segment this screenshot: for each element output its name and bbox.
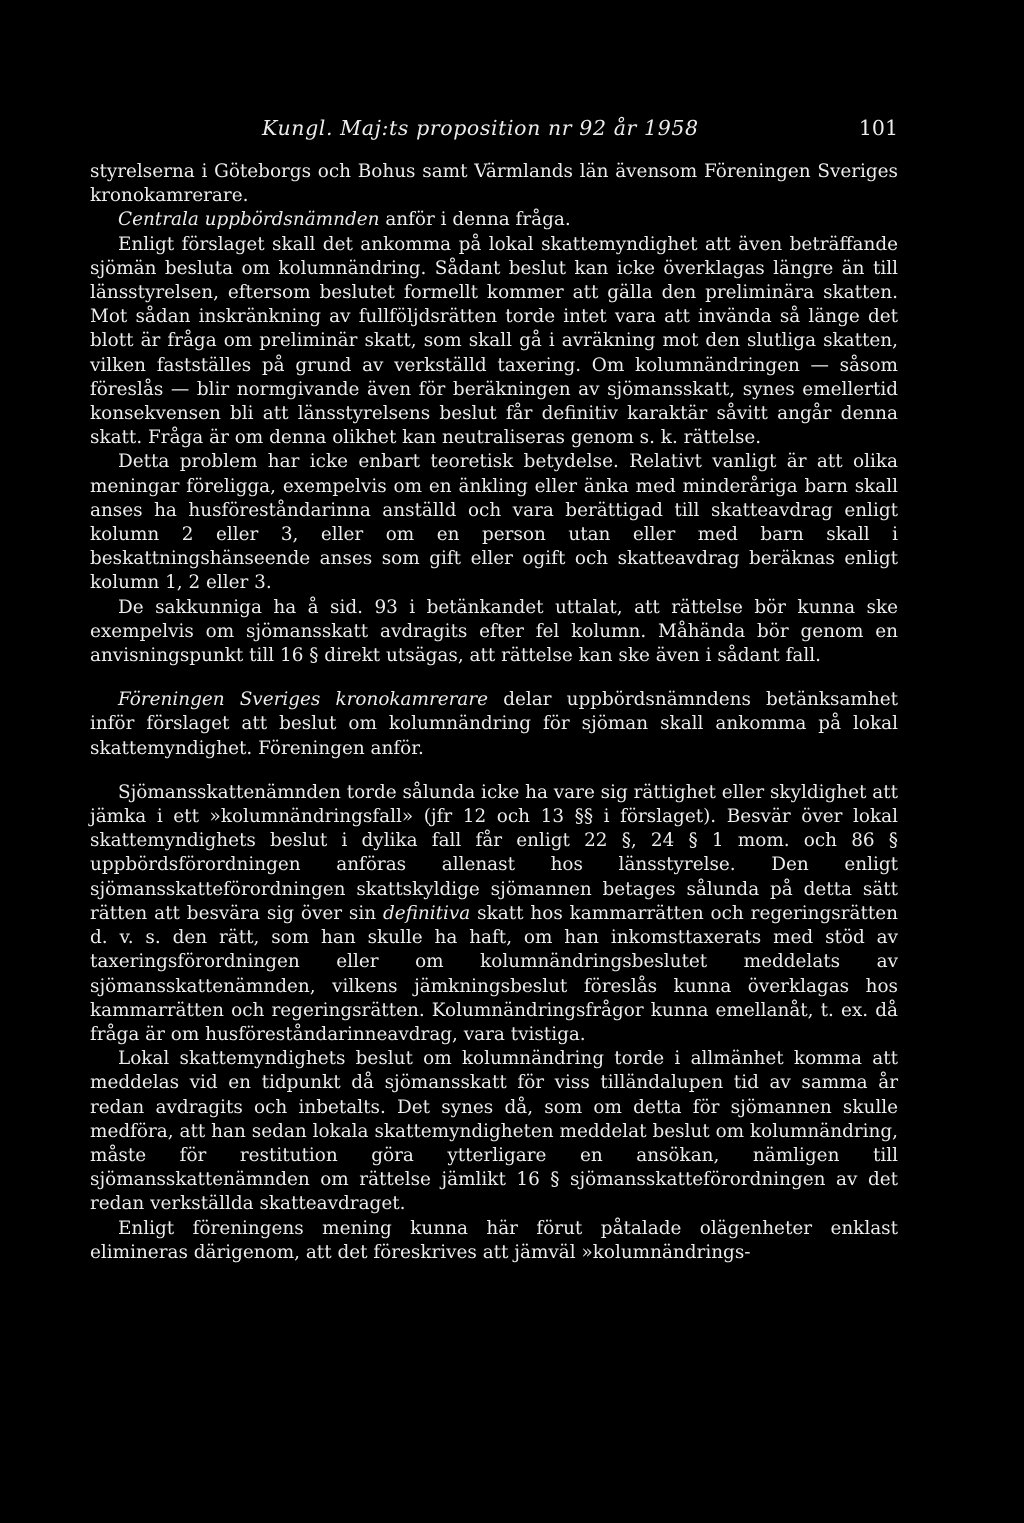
paragraph xyxy=(90,1047,898,1216)
paragraph xyxy=(90,596,898,669)
paragraph-text: delar uppbördsnämndens betänksamhet inför förslaget att beslut om kolumnändring för sjöman skall ankomma på lokal skattemyndighet. Föreningen anför. xyxy=(90,689,898,759)
paragraph-text: De sakkunniga ha å sid. 93 i betänkandet uttalat, att rättelse bör kunna ske exempelvis om sjömansskatt avdragits efter fel kolumn. Måhända bör genom en anvisningspunkt till 16 § direkt utsägas, att rättelse kan ske även i sådant fall. xyxy=(90,596,898,667)
paragraph-text: Sjömansskattenämnden torde sålunda icke ha vare sig rättighet eller skyldighet att jämka i ett »kolumnändringsfall» (jfr 12 och 13 §§ i förslaget). Besvär över lokal skattemyndighets beslut i dylika fall får enligt 22 §, 24 § 1 mom. och 86 § uppbördsförordningen anföras allenast hos länsstyrelse. Den enligt sjömansskatteförordningen skattskyldige sjömannen betages sålunda på detta sätt rätten att besvära sig över sin xyxy=(90,781,898,924)
paragraph-text: styrelserna i Göteborgs och Bohus samt Värmlands län ävensom Föreningen Sveriges kronokamrerare. xyxy=(90,161,898,207)
page-number: 101 xyxy=(858,116,898,140)
paragraph-text: Enligt förslaget skall det ankomma på lokal skattemyndighet att även beträffande sjömän besluta om kolumnändring. Sådant beslut kan icke överklagas längre än till länsstyrelsen, eftersom beslutet formellt kommer att gälla den preliminära skatten. Mot sådan inskränkning av fullföljdsrätten torde intet vara att invända så länge det blott är fråga om preliminär skatt, som skall gå i avräkning mot den slutliga skatten, vilken fastställes på grund av verkställd taxering. Om kolumnändringen — såsom föreslås — blir normgivande även för beräkningen av sjömansskatt, synes emellertid konsekvensen bli att länsstyrelsens beslut får definitiv karaktär såvitt angår denna skatt. Fråga är om denna olikhet kan neutraliseras genom s. k. rättelse. xyxy=(90,233,898,449)
running-header xyxy=(90,116,898,146)
organization-name: Centrala uppbördsnämnden xyxy=(118,209,380,231)
publication-title: Kungl. Maj:ts proposition nr 92 år 1958 xyxy=(262,116,699,140)
organization-name: Föreningen Sveriges kronokamrerare xyxy=(118,689,489,711)
document-page xyxy=(90,116,898,1265)
paragraph-text: skatt hos kammarrätten och regeringsrätten d. v. s. den rätt, som han skulle ha haft, om han inkomsttaxerats med stöd av taxeringsförordningen eller om kolumnändringsbeslutet meddelats av sjömansskattenämnden, vilkens jämkningsbeslut föreslås kunna överklagas hos kammarrätten och regeringsrätten. Kolumnändringsfrågor kunna emellanåt, t. ex. då fråga är om husföreståndarinneavdrag, vara tvistiga. xyxy=(90,902,898,1045)
paragraph xyxy=(90,233,898,451)
paragraph xyxy=(90,781,898,1047)
paragraph xyxy=(90,450,898,595)
paragraph-text: Lokal skattemyndighets beslut om kolumnändring torde i allmänhet komma att meddelas vid en tidpunkt då sjömansskatt för viss tilländalupen tid av samma år redan avdragits och inbetalts. Det synes då, som om detta för sjömannen skulle medföra, att han sedan lokala skattemyndigheten meddelat beslut om kolumnändring, måste för restitution göra ytterligare en ansökan, nämligen till sjömansskattenämnden om rättelse jämlikt 16 § sjömansskatteförordningen av det redan verkställda skatteavdraget. xyxy=(90,1048,898,1215)
paragraph xyxy=(90,160,898,208)
paragraph-text: Detta problem har icke enbart teoretisk betydelse. Relativt vanligt är att olika meningar föreligga, exempelvis om en änkling eller änka med minderåriga barn skall anses ha husföreståndarinna anställd och vara berättigad till skatteavdrag enligt kolumn 2 eller 3, eller om en person utan eller med barn skall i beskattningshänseende anses som gift eller ogift och skatteavdrag beräknas enligt kolumn 1, 2 eller 3. xyxy=(90,451,898,594)
body-text xyxy=(90,160,898,1265)
paragraph-text: anför i denna fråga. xyxy=(379,209,571,231)
paragraph xyxy=(90,208,898,232)
paragraph xyxy=(90,1217,898,1265)
emphasized-word: definitiva xyxy=(383,902,471,924)
paragraph xyxy=(90,688,898,761)
paragraph-text: Enligt föreningens mening kunna här förut påtalade olägenheter enklast elimineras därigenom, att det föreskrives att jämväl »kolumnändrings- xyxy=(90,1217,898,1263)
